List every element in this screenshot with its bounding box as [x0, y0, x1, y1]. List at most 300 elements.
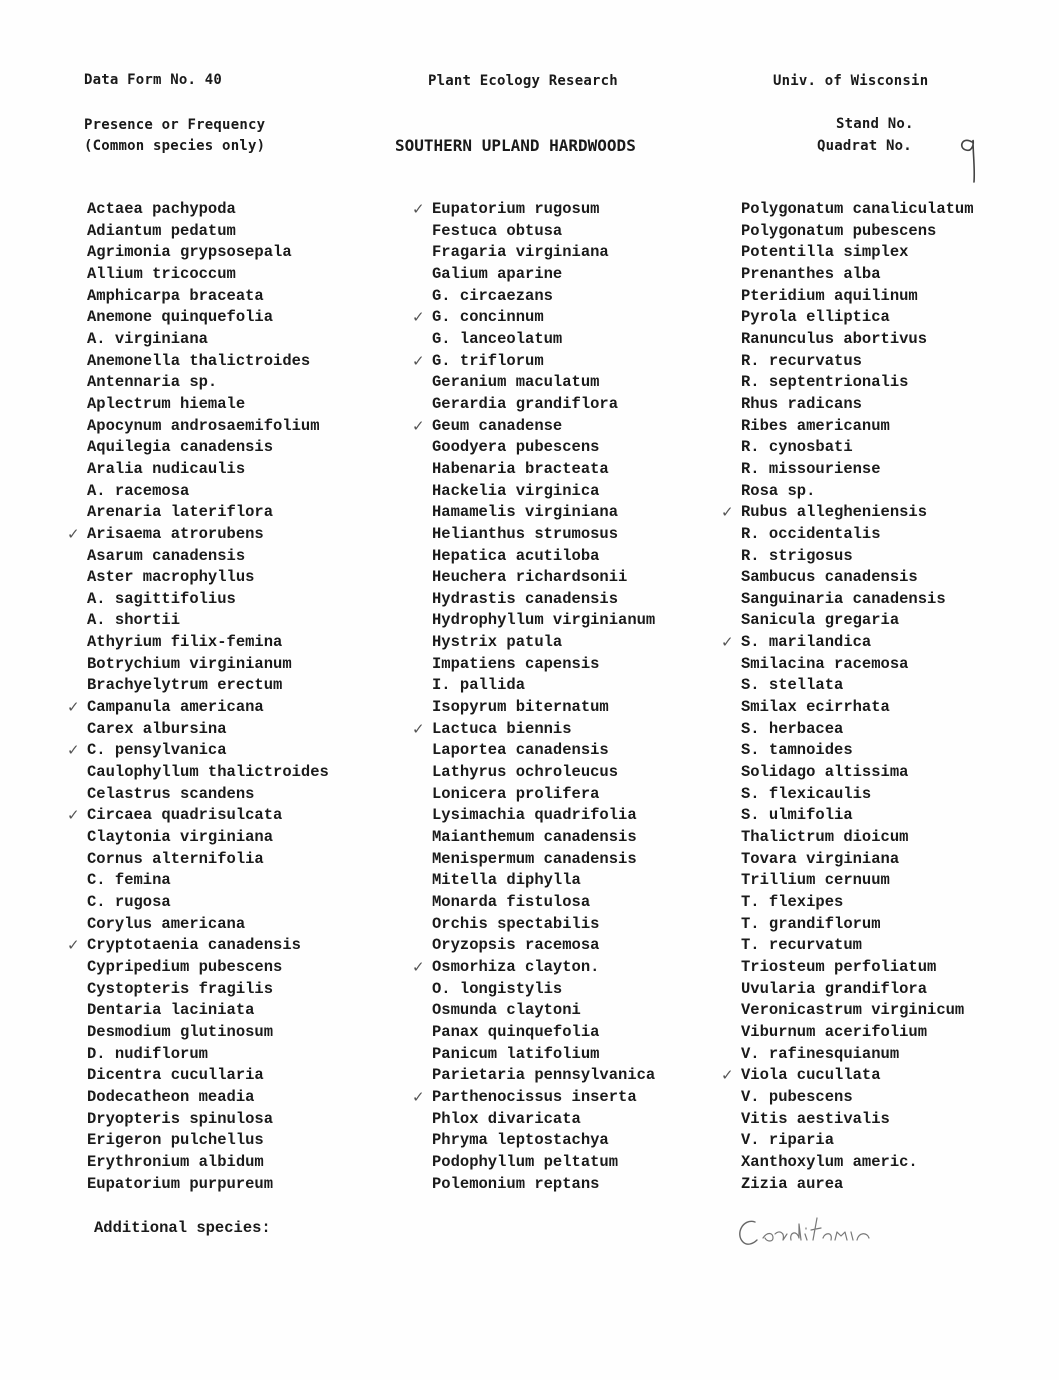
species-name: Cryptotaenia canadensis — [87, 936, 301, 955]
check-mark-icon: ✓ — [67, 806, 80, 825]
species-entry — [87, 502, 329, 524]
species-name: R. occidentalis — [741, 524, 881, 543]
species-name: Oryzopsis racemosa — [432, 936, 600, 955]
species-entry — [432, 762, 655, 784]
species-name: Geranium maculatum — [432, 373, 600, 392]
species-name: Corylus americana — [87, 914, 246, 933]
species-name: C. femina — [87, 871, 171, 890]
species-name: Triosteum perfoliatum — [741, 957, 937, 976]
species-entry — [432, 1000, 655, 1022]
species-entry — [741, 199, 974, 221]
species-entry — [432, 264, 655, 286]
species-entry — [87, 546, 329, 568]
species-entry — [87, 567, 329, 589]
species-entry — [741, 264, 974, 286]
species-name: A. virginiana — [87, 329, 208, 348]
species-name: Botrychium virginianum — [87, 654, 292, 673]
species-entry — [412, 719, 655, 741]
species-name: Sanicula gregaria — [741, 611, 900, 630]
species-name: S. marilandica — [741, 633, 872, 652]
species-name: T. grandiflorum — [741, 914, 881, 933]
species-entry — [432, 437, 655, 459]
species-entry — [87, 589, 329, 611]
species-name: Parietaria pennsylvanica — [432, 1066, 656, 1085]
species-name: Aralia nudicaulis — [87, 459, 246, 478]
species-entry — [741, 286, 974, 308]
species-entry — [432, 1152, 655, 1174]
species-entry — [412, 199, 655, 221]
species-name: A. racemosa — [87, 481, 190, 500]
species-name: Aquilegia canadensis — [87, 438, 274, 457]
species-entry — [87, 827, 329, 849]
species-name: D. nudiflorum — [87, 1044, 208, 1063]
species-entry — [432, 372, 655, 394]
species-entry — [741, 1044, 974, 1066]
species-name: T. recurvatum — [741, 936, 862, 955]
species-name: Lysimachia quadrifolia — [432, 806, 637, 825]
species-name: Impatiens capensis — [432, 654, 600, 673]
species-name: T. flexipes — [741, 893, 844, 911]
species-entry — [741, 481, 974, 503]
species-name: Viola cucullata — [741, 1066, 881, 1085]
species-name: Anemonella thalictroides — [87, 351, 311, 370]
species-entry — [432, 221, 655, 243]
species-entry — [741, 1174, 974, 1196]
species-name: Laportea canadensis — [432, 741, 609, 760]
species-name: Asarum canadensis — [87, 546, 246, 565]
species-entry — [741, 1000, 974, 1022]
species-name: S. stellata — [741, 676, 844, 695]
check-mark-icon: ✓ — [721, 633, 734, 652]
species-entry — [741, 524, 974, 546]
species-entry — [87, 632, 329, 654]
species-name: Orchis spectabilis — [432, 914, 600, 933]
species-name: V. riparia — [741, 1131, 835, 1150]
species-name: Mitella diphylla — [432, 871, 581, 890]
species-entry — [87, 979, 329, 1001]
species-entry — [741, 351, 974, 373]
species-entry — [741, 307, 974, 329]
species-entry — [741, 849, 974, 871]
species-entry — [432, 329, 655, 351]
species-name: Phlox divaricata — [432, 1109, 581, 1128]
species-entry — [67, 805, 329, 827]
species-name: Fragaria virginiana — [432, 243, 609, 262]
species-name: Panax quinquefolia — [432, 1022, 600, 1041]
species-name: Pyrola elliptica — [741, 308, 890, 327]
species-entry — [432, 1130, 655, 1152]
species-name: Dryopteris spinulosa — [87, 1109, 274, 1128]
species-name: Adiantum pedatum — [87, 221, 236, 240]
species-name: Actaea pachypoda — [87, 200, 236, 218]
species-name: Cornus alternifolia — [87, 849, 264, 868]
species-entry — [412, 307, 655, 329]
common-species-note: (Common species only) — [84, 138, 266, 154]
species-entry — [432, 675, 655, 697]
species-entry — [87, 307, 329, 329]
species-name: Agrimonia grypsosepala — [87, 243, 292, 262]
species-name: Helianthus strumosus — [432, 524, 619, 543]
species-entry — [432, 481, 655, 503]
species-entry — [741, 589, 974, 611]
species-name: Maianthemum canadensis — [432, 828, 637, 847]
species-entry — [432, 654, 655, 676]
species-entry — [87, 221, 329, 243]
species-entry — [432, 610, 655, 632]
species-name: R. recurvatus — [741, 351, 862, 370]
species-entry — [741, 1022, 974, 1044]
species-name: O. longistylis — [432, 979, 563, 998]
species-entry — [432, 740, 655, 762]
species-entry — [741, 654, 974, 676]
species-entry — [432, 892, 655, 914]
check-mark-icon: ✓ — [412, 1087, 425, 1106]
species-name: Campanula americana — [87, 698, 264, 717]
species-entry — [741, 567, 974, 589]
species-entry — [741, 221, 974, 243]
species-name: Erythronium albidum — [87, 1152, 264, 1171]
species-name: Galium aparine — [432, 264, 563, 283]
species-entry — [87, 1044, 329, 1066]
species-name: S. flexicaulis — [741, 784, 872, 803]
species-name: I. pallida — [432, 676, 526, 695]
species-name: Heuchera richardsonii — [432, 568, 628, 587]
species-entry — [412, 351, 655, 373]
species-name: S. tamnoides — [741, 741, 853, 760]
species-name: Tovara virginiana — [741, 849, 900, 868]
species-name: R. septentrionalis — [741, 373, 909, 392]
species-entry — [741, 242, 974, 264]
species-name: Panicum latifolium — [432, 1044, 600, 1063]
check-mark-icon: ✓ — [412, 719, 425, 738]
species-entry — [432, 697, 655, 719]
species-name: Ranunculus abortivus — [741, 329, 928, 348]
species-name: Circaea quadrisulcata — [87, 806, 283, 825]
species-entry — [87, 437, 329, 459]
species-entry — [432, 805, 655, 827]
species-name: Dicentra cucullaria — [87, 1066, 264, 1085]
species-name: Sambucus canadensis — [741, 568, 918, 587]
species-name: Antennaria sp. — [87, 373, 218, 392]
species-entry — [741, 784, 974, 806]
species-entry — [412, 416, 655, 438]
species-entry — [721, 502, 974, 524]
species-entry — [432, 459, 655, 481]
species-entry — [87, 351, 329, 373]
species-column-3 — [721, 199, 974, 1195]
species-name: Polemonium reptans — [432, 1174, 600, 1193]
species-name: Vitis aestivalis — [741, 1109, 890, 1128]
species-entry — [432, 394, 655, 416]
species-name: Thalictrum dioicum — [741, 828, 909, 847]
species-entry — [432, 914, 655, 936]
species-name: Allium tricoccum — [87, 264, 236, 283]
species-name: V. pubescens — [741, 1087, 853, 1106]
species-name: Smilacina racemosa — [741, 654, 909, 673]
species-name: Geum canadense — [432, 416, 563, 435]
species-name: Xanthoxylum americ. — [741, 1152, 918, 1171]
species-name: Cystopteris fragilis — [87, 979, 274, 998]
species-entry — [741, 1130, 974, 1152]
species-name: Goodyera pubescens — [432, 438, 600, 457]
species-entry — [87, 1152, 329, 1174]
species-entry — [432, 546, 655, 568]
species-entry — [412, 957, 655, 979]
species-entry — [87, 762, 329, 784]
species-name: Viburnum acerifolium — [741, 1022, 928, 1041]
species-name: S. herbacea — [741, 719, 844, 738]
species-name: Uvularia grandiflora — [741, 979, 928, 998]
species-entry — [721, 1065, 974, 1087]
species-name: G. lanceolatum — [432, 329, 563, 348]
species-name: Carex albursina — [87, 719, 227, 738]
species-name: Cypripedium pubescens — [87, 957, 283, 976]
species-entry — [741, 762, 974, 784]
species-entry — [741, 805, 974, 827]
species-name: Pteridium aquilinum — [741, 286, 918, 305]
additional-species-label: Additional species: — [94, 1219, 271, 1237]
species-entry — [87, 372, 329, 394]
species-name: R. strigosus — [741, 546, 853, 565]
species-name: Habenaria bracteata — [432, 459, 609, 478]
species-name: Hydrophyllum virginianum — [432, 611, 656, 630]
species-name: Veronicastrum virginicum — [741, 1001, 965, 1020]
species-name: Hepatica acutiloba — [432, 546, 600, 565]
species-name: Arenaria lateriflora — [87, 503, 274, 522]
species-name: Eupatorium purpureum — [87, 1174, 274, 1193]
species-name: Phryma leptostachya — [432, 1131, 609, 1150]
species-name: Parthenocissus inserta — [432, 1087, 637, 1106]
species-name: Rubus allegheniensis — [741, 503, 928, 522]
page-title: SOUTHERN UPLAND HARDWOODS — [395, 136, 636, 155]
species-entry — [741, 416, 974, 438]
species-entry — [87, 1174, 329, 1196]
species-name: Lathyrus ochroleucus — [432, 763, 619, 782]
species-entry — [432, 870, 655, 892]
species-entry — [741, 740, 974, 762]
species-name: A. sagittifolius — [87, 589, 236, 608]
species-entry — [87, 892, 329, 914]
species-name: Eupatorium rugosum — [432, 200, 600, 218]
species-entry — [741, 935, 974, 957]
species-entry — [87, 1130, 329, 1152]
species-entry — [741, 1109, 974, 1131]
check-mark-icon: ✓ — [412, 308, 425, 327]
species-name: Apocynum androsaemifolium — [87, 416, 320, 435]
species-entry — [741, 372, 974, 394]
handwritten-additional-species — [733, 1212, 883, 1252]
species-entry — [432, 632, 655, 654]
species-name: C. rugosa — [87, 893, 171, 911]
species-name: S. ulmifolia — [741, 806, 853, 825]
species-entry — [432, 1109, 655, 1131]
species-name: R. cynosbati — [741, 438, 853, 457]
species-entry — [741, 610, 974, 632]
species-name: V. rafinesquianum — [741, 1044, 900, 1063]
species-name: Podophyllum peltatum — [432, 1152, 619, 1171]
species-entry — [87, 481, 329, 503]
species-entry — [432, 524, 655, 546]
species-name: Rosa sp. — [741, 481, 816, 500]
check-mark-icon: ✓ — [412, 351, 425, 370]
species-entry — [87, 394, 329, 416]
species-entry — [87, 1022, 329, 1044]
species-entry — [741, 546, 974, 568]
species-name: Osmunda claytoni — [432, 1001, 581, 1020]
species-name: Trillium cernuum — [741, 871, 890, 890]
species-entry — [87, 675, 329, 697]
species-entry — [721, 632, 974, 654]
species-entry — [432, 1022, 655, 1044]
species-name: Gerardia grandiflora — [432, 394, 619, 413]
species-entry — [741, 394, 974, 416]
species-name: Lactuca biennis — [432, 719, 572, 738]
check-mark-icon: ✓ — [721, 1066, 734, 1085]
species-entry — [67, 524, 329, 546]
species-entry — [432, 849, 655, 871]
university: Univ. of Wisconsin — [773, 73, 929, 89]
species-entry — [432, 567, 655, 589]
species-entry — [67, 935, 329, 957]
species-name: Rhus radicans — [741, 394, 862, 413]
species-entry — [87, 1087, 329, 1109]
species-entry — [432, 1174, 655, 1196]
species-entry — [741, 957, 974, 979]
species-name: Amphicarpa braceata — [87, 286, 264, 305]
species-entry — [87, 459, 329, 481]
species-name: Dentaria laciniata — [87, 1001, 255, 1020]
species-entry — [87, 1109, 329, 1131]
species-entry — [432, 827, 655, 849]
species-name: Potentilla simplex — [741, 243, 909, 262]
species-entry — [67, 697, 329, 719]
species-entry — [432, 1065, 655, 1087]
species-entry — [432, 935, 655, 957]
species-name: C. pensylvanica — [87, 741, 227, 760]
species-entry — [741, 697, 974, 719]
species-name: Arisaema atrorubens — [87, 524, 264, 543]
species-name: Smilax ecirrhata — [741, 698, 890, 717]
species-name: Caulophyllum thalictroides — [87, 763, 329, 782]
species-name: Hystrix patula — [432, 633, 563, 652]
species-entry — [87, 416, 329, 438]
species-entry — [87, 654, 329, 676]
check-mark-icon: ✓ — [67, 741, 80, 760]
species-entry — [432, 1044, 655, 1066]
species-entry — [87, 610, 329, 632]
species-name: Festuca obtusa — [432, 221, 563, 240]
species-entry — [741, 719, 974, 741]
organization: Plant Ecology Research — [428, 73, 618, 89]
species-entry — [432, 979, 655, 1001]
check-mark-icon: ✓ — [67, 698, 80, 717]
species-name: Athyrium filix-femina — [87, 633, 283, 652]
species-entry — [412, 1087, 655, 1109]
species-entry — [741, 459, 974, 481]
species-entry — [741, 914, 974, 936]
check-mark-icon: ✓ — [67, 936, 80, 955]
species-column-1 — [67, 199, 329, 1195]
quadrat-number-label: Quadrat No. — [817, 138, 912, 154]
species-name: Osmorhiza clayton. — [432, 957, 600, 976]
species-name: Lonicera prolifera — [432, 784, 600, 803]
species-entry — [432, 502, 655, 524]
species-entry — [741, 979, 974, 1001]
species-entry — [741, 827, 974, 849]
check-mark-icon: ✓ — [721, 503, 734, 522]
species-entry — [87, 286, 329, 308]
species-entry — [87, 329, 329, 351]
species-name: Dodecatheon meadia — [87, 1087, 255, 1106]
species-name: A. shortii — [87, 611, 181, 630]
handwritten-quadrat-number — [956, 130, 986, 186]
species-entry — [87, 199, 329, 221]
species-entry — [432, 589, 655, 611]
species-name: Sanguinaria canadensis — [741, 589, 946, 608]
species-entry — [741, 329, 974, 351]
species-entry — [432, 784, 655, 806]
species-name: Solidago altissima — [741, 763, 909, 782]
species-entry — [741, 1152, 974, 1174]
species-name: Celastrus scandens — [87, 784, 255, 803]
check-mark-icon: ✓ — [412, 200, 425, 218]
species-name: Isopyrum biternatum — [432, 698, 609, 717]
form-number: Data Form No. 40 — [84, 72, 223, 88]
species-name: Aster macrophyllus — [87, 568, 255, 587]
species-entry — [87, 264, 329, 286]
species-name: Brachyelytrum erectum — [87, 676, 283, 695]
species-entry — [741, 675, 974, 697]
species-name: Hackelia virginica — [432, 481, 600, 500]
species-entry — [87, 719, 329, 741]
species-entry — [87, 870, 329, 892]
species-name: Hamamelis virginiana — [432, 503, 619, 522]
species-entry — [87, 957, 329, 979]
check-mark-icon: ✓ — [67, 524, 80, 543]
species-name: Anemone quinquefolia — [87, 308, 274, 327]
check-mark-icon: ✓ — [412, 416, 425, 435]
species-entry — [741, 1087, 974, 1109]
species-name: Polygonatum pubescens — [741, 221, 937, 240]
species-entry — [87, 242, 329, 264]
species-column-2 — [412, 199, 656, 1195]
stand-number-label: Stand No. — [836, 116, 914, 132]
species-name: R. missouriense — [741, 459, 881, 478]
check-mark-icon: ✓ — [412, 957, 425, 976]
species-name: Monarda fistulosa — [432, 893, 591, 911]
species-name: G. circaezans — [432, 286, 553, 305]
species-name: G. triflorum — [432, 351, 544, 370]
species-name: Ribes americanum — [741, 416, 890, 435]
species-name: Hydrastis canadensis — [432, 589, 619, 608]
species-entry — [87, 849, 329, 871]
species-entry — [67, 740, 329, 762]
species-name: Erigeron pulchellus — [87, 1131, 264, 1150]
species-entry — [87, 914, 329, 936]
species-entry — [87, 1000, 329, 1022]
species-entry — [432, 286, 655, 308]
species-name: Zizia aurea — [741, 1174, 844, 1193]
species-name: Menispermum canadensis — [432, 849, 637, 868]
species-name: G. concinnum — [432, 308, 544, 327]
species-name: Polygonatum canaliculatum — [741, 200, 974, 218]
species-entry — [741, 892, 974, 914]
species-name: Claytonia virginiana — [87, 828, 274, 847]
species-name: Aplectrum hiemale — [87, 394, 246, 413]
species-name: Prenanthes alba — [741, 264, 881, 283]
species-entry — [432, 242, 655, 264]
species-entry — [741, 437, 974, 459]
